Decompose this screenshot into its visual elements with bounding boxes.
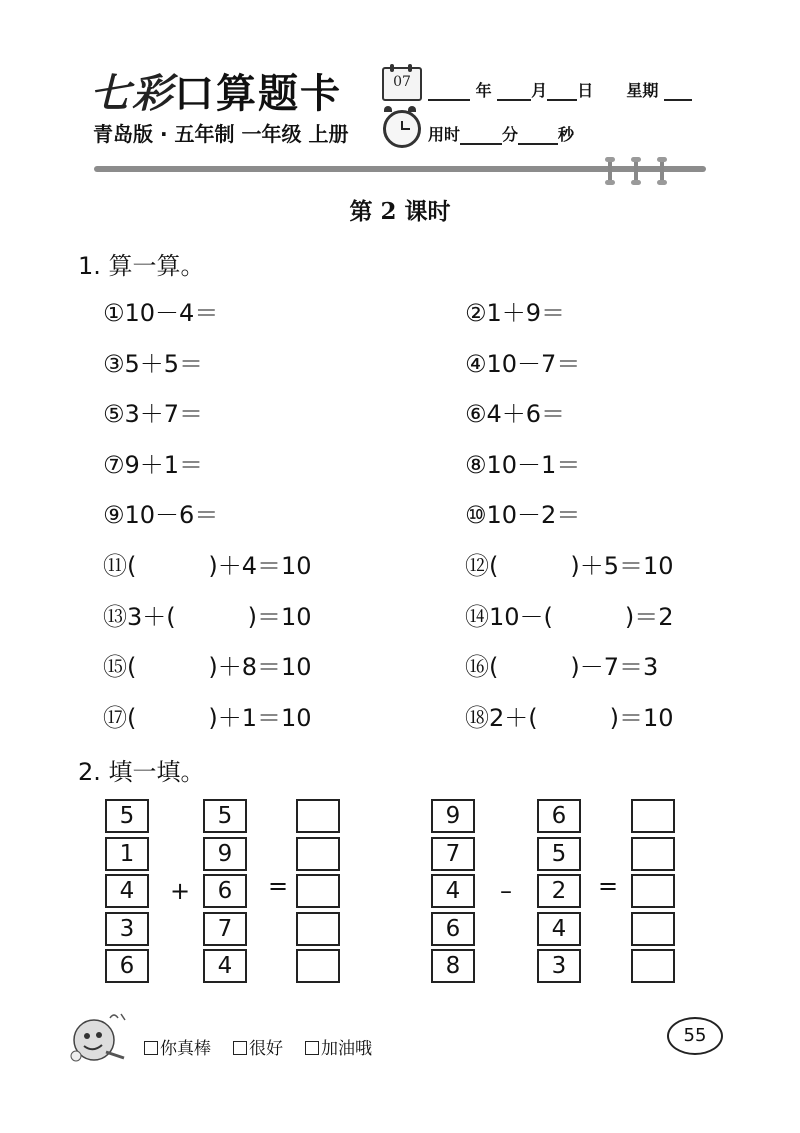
problem-number: ⑭	[465, 602, 489, 631]
operator-sign: +	[170, 877, 191, 905]
problem-number: ④	[465, 349, 487, 378]
answer-cell[interactable]	[631, 949, 675, 983]
problem-number: ①	[103, 299, 125, 327]
feedback-option-great[interactable]: 你真棒	[144, 1034, 211, 1059]
feedback-option-good[interactable]: 很好	[233, 1034, 283, 1059]
problem-item	[103, 445, 263, 480]
problem-expression-tail: )＝2	[624, 602, 674, 631]
answer-cell[interactable]	[631, 874, 675, 908]
date-fields	[428, 78, 692, 101]
edition-label: 青岛版 · 五年制 一年级 上册	[93, 122, 349, 146]
digit-cell: 9	[431, 799, 475, 833]
digit-cell: 2	[537, 874, 581, 908]
header-divider	[94, 166, 706, 172]
problem-item	[465, 647, 658, 682]
problem-number: ⑨	[103, 501, 125, 530]
problem-expression: (	[127, 703, 137, 732]
problem-item	[465, 546, 674, 581]
divider-rivet	[634, 159, 638, 183]
problem-number: ⑩	[465, 501, 487, 530]
problem-number: ⑱	[465, 703, 489, 732]
digit-cell: 7	[203, 912, 247, 946]
problem-item	[465, 495, 640, 530]
answer-cell[interactable]	[296, 837, 340, 871]
digit-cell: 6	[431, 912, 475, 946]
brand-title	[90, 62, 342, 119]
problem-number: ⑯	[465, 653, 489, 682]
problem-item	[103, 698, 312, 733]
equals-sign: =	[598, 872, 619, 900]
time-used-label: 用时	[428, 125, 461, 144]
problem-expression: 10－7＝	[486, 349, 581, 378]
second-label: 秒	[558, 125, 575, 144]
problem-expression-tail: )－7＝3	[570, 653, 659, 682]
page-number: 55	[667, 1017, 723, 1055]
problem-expression: 3＋7＝	[124, 400, 204, 429]
divider-rivet	[660, 159, 664, 183]
lesson-title: 第 2 课时	[349, 198, 451, 225]
answer-cell[interactable]	[631, 837, 675, 871]
month-blank[interactable]	[497, 98, 531, 101]
operator-sign: –	[500, 877, 512, 905]
problem-expression-tail: )＝10	[247, 602, 312, 631]
checkbox-icon[interactable]	[144, 1041, 158, 1055]
problem-expression: 9＋1＝	[124, 450, 204, 479]
weekday-blank[interactable]	[664, 98, 692, 101]
problem-expression: 4＋6＝	[486, 400, 566, 429]
divider-rivet	[608, 159, 612, 183]
problem-expression: 10－2＝	[486, 501, 581, 530]
problem-expression: 10－1＝	[486, 450, 581, 479]
problem-item	[465, 597, 674, 632]
digit-cell: 4	[431, 874, 475, 908]
digit-cell: 5	[537, 837, 581, 871]
problem-expression: 1＋9＝	[486, 299, 566, 327]
problem-expression-tail: )＋1＝10	[208, 703, 312, 732]
feedback-option-keep-going[interactable]: 加油哦	[305, 1034, 372, 1059]
problem-expression: (	[489, 552, 499, 580]
problem-number: ③	[103, 349, 125, 378]
problem-item	[103, 546, 312, 581]
problem-number: ⑬	[103, 602, 127, 631]
problem-expression-tail: )＋8＝10	[208, 653, 312, 682]
digit-cell: 6	[105, 949, 149, 983]
problem-item	[103, 597, 312, 632]
answer-cell[interactable]	[631, 799, 675, 833]
digit-cell: 3	[537, 949, 581, 983]
day-label: 日	[577, 81, 594, 100]
brand-main: 口算题卡	[174, 70, 342, 117]
problem-item	[103, 394, 263, 429]
problem-expression: 10－6＝	[124, 501, 219, 530]
problem-expression-tail: )＝10	[609, 703, 674, 732]
mascot-icon	[66, 1008, 136, 1068]
problem-item	[103, 647, 312, 682]
problem-expression: 3＋(	[127, 602, 176, 631]
problem-item	[465, 394, 625, 429]
problem-item	[103, 495, 278, 530]
equals-sign: =	[268, 872, 289, 900]
problem-expression-tail: )＋4＝10	[208, 552, 312, 580]
problem-expression: (	[127, 552, 137, 580]
checkbox-icon[interactable]	[305, 1041, 319, 1055]
brand-prefix: 七彩	[90, 70, 174, 117]
time-fields	[428, 122, 574, 145]
problem-expression: 2＋(	[489, 703, 538, 732]
problem-number: ⑦	[103, 450, 125, 479]
answer-cell[interactable]	[296, 874, 340, 908]
clock-icon	[383, 110, 421, 148]
problem-item	[465, 445, 640, 480]
problem-number: ⑧	[465, 450, 487, 479]
checkbox-icon[interactable]	[233, 1041, 247, 1055]
problem-expression: 5＋5＝	[124, 349, 204, 378]
digit-cell: 6	[203, 874, 247, 908]
digit-cell: 3	[105, 912, 149, 946]
problem-number: ⑰	[103, 703, 127, 732]
digit-cell: 7	[431, 837, 475, 871]
answer-cell[interactable]	[296, 949, 340, 983]
problem-number: ⑮	[103, 653, 127, 682]
problem-number: ⑤	[103, 400, 125, 429]
section1-title: 1. 算一算。	[78, 252, 205, 280]
problem-item	[465, 293, 625, 328]
problem-expression-tail: )＋5＝10	[570, 552, 674, 580]
answer-cell[interactable]	[296, 912, 340, 946]
problem-item	[103, 344, 263, 379]
digit-cell: 4	[203, 949, 247, 983]
weekday-label: 星期	[626, 81, 659, 100]
problem-number: ②	[465, 299, 487, 327]
problem-item	[465, 698, 674, 733]
digit-cell: 4	[537, 912, 581, 946]
month-label: 月	[531, 81, 548, 100]
problem-expression: 10－(	[489, 602, 553, 631]
digit-cell: 5	[203, 799, 247, 833]
second-blank[interactable]	[518, 142, 558, 145]
digit-cell: 5	[105, 799, 149, 833]
problem-number: ⑫	[465, 552, 489, 580]
year-blank[interactable]	[428, 98, 470, 101]
answer-cell[interactable]	[296, 799, 340, 833]
digit-cell: 8	[431, 949, 475, 983]
digit-cell: 6	[537, 799, 581, 833]
answer-cell[interactable]	[631, 912, 675, 946]
problem-number: ⑥	[465, 400, 487, 429]
problem-expression: (	[127, 653, 137, 682]
calendar-icon	[382, 67, 422, 101]
digit-cell: 9	[203, 837, 247, 871]
section2-title: 2. 填一填。	[78, 758, 205, 786]
digit-cell: 4	[105, 874, 149, 908]
problem-item	[465, 344, 640, 379]
minute-blank[interactable]	[460, 142, 502, 145]
problem-number: ⑪	[103, 552, 127, 580]
problem-expression: (	[489, 653, 499, 682]
problem-expression: 10－4＝	[124, 299, 219, 327]
minute-label: 分	[502, 125, 519, 144]
problem-item	[103, 293, 278, 328]
calendar-number: 07	[393, 74, 411, 90]
year-label: 年	[475, 81, 492, 100]
day-blank[interactable]	[547, 98, 577, 101]
digit-cell: 1	[105, 837, 149, 871]
